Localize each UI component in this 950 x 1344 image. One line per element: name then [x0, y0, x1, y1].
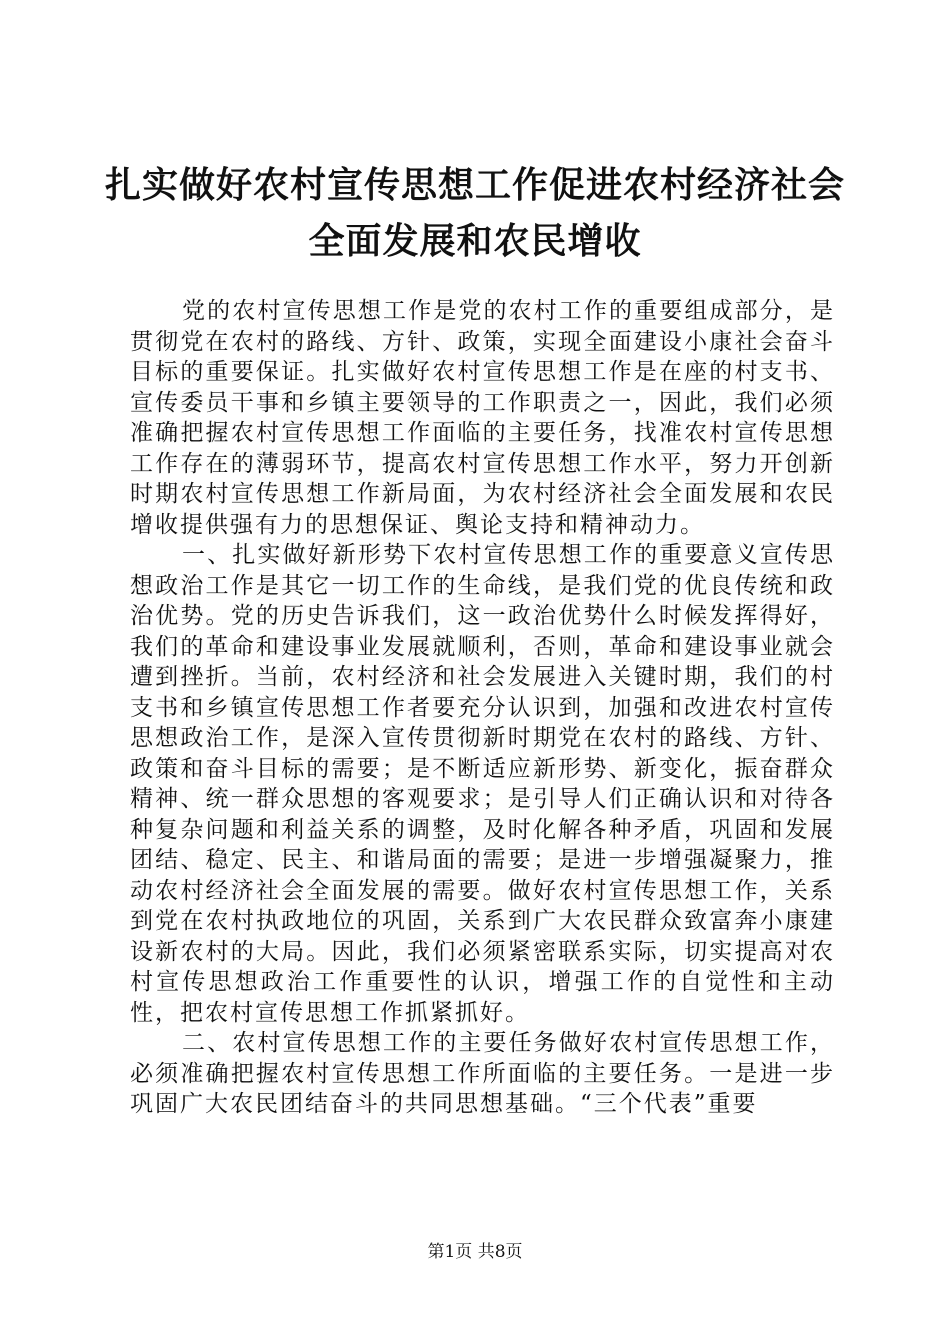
paragraph-section-2: 二、农村宣传思想工作的主要任务做好农村宣传思想工作，必须准确把握农村宣传思想工作所面临的主要任务。一是进一步巩固广大农民团结奋斗的共同思想基础。“三个代表”重要: [130, 1030, 835, 1117]
document-title: [100, 158, 850, 270]
page-footer: 第1页 共8页: [427, 1242, 523, 1262]
paragraph-intro: 党的农村宣传思想工作是党的农村工作的重要组成部分，是贯彻党在农村的路线、方针、政策，实现全面建设小康社会奋斗目标的重要保证。扎实做好农村宣传思想工作是在座的村支书、宣传委员干事和乡镇主要领导的工作职责之一，因此，我们必须准确把握农村宣传思想工作面临的主要任务，找准农村宣传思想工作存在的薄弱环节，提高农村宣传思想工作水平，努力开创新时期农村宣传思想工作新局面，为农村经济社会全面发展和农民增收提供强有力的思想保证、舆论支持和精神动力。: [130, 298, 835, 538]
title-line-2: 全面发展和农民增收: [308, 221, 642, 262]
paragraph-section-1: 一、扎实做好新形势下农村宣传思想工作的重要意义宣传思想政治工作是其它一切工作的生命线，是我们党的优良传统和政治优势。党的历史告诉我们，这一政治优势什么时候发挥得好，我们的革命和建设事业发展就顺利，否则，革命和建设事业就会遭到挫折。当前，农村经济和社会发展进入关键时期，我们的村支书和乡镇宣传思想工作者要充分认识到，加强和改进农村宣传思想政治工作，是深入宣传贯彻新时期党在农村的路线、方针、政策和奋斗目标的需要；是不断适应新形势、新变化，振奋群众精神、统一群众思想的客观要求；是引导人们正确认识和对待各种复杂问题和利益关系的调整，及时化解各种矛盾，巩固和发展团结、稳定、民主、和谐局面的需要；是进一步增强凝聚力，推动农村经济社会全面发展的需要。做好农村宣传思想工作，关系到党在农村执政地位的巩固，关系到广大农民群众致富奔小康建设新农村的大局。因此，我们必须紧密联系实际，切实提高对农村宣传思想政治工作重要性的认识，增强工作的自觉性和主动性，把农村宣传思想工作抓紧抓好。: [130, 542, 835, 1026]
document-body: [130, 296, 835, 1120]
title-line-1: 扎实做好农村宣传思想工作促进农村经济社会: [104, 165, 845, 206]
